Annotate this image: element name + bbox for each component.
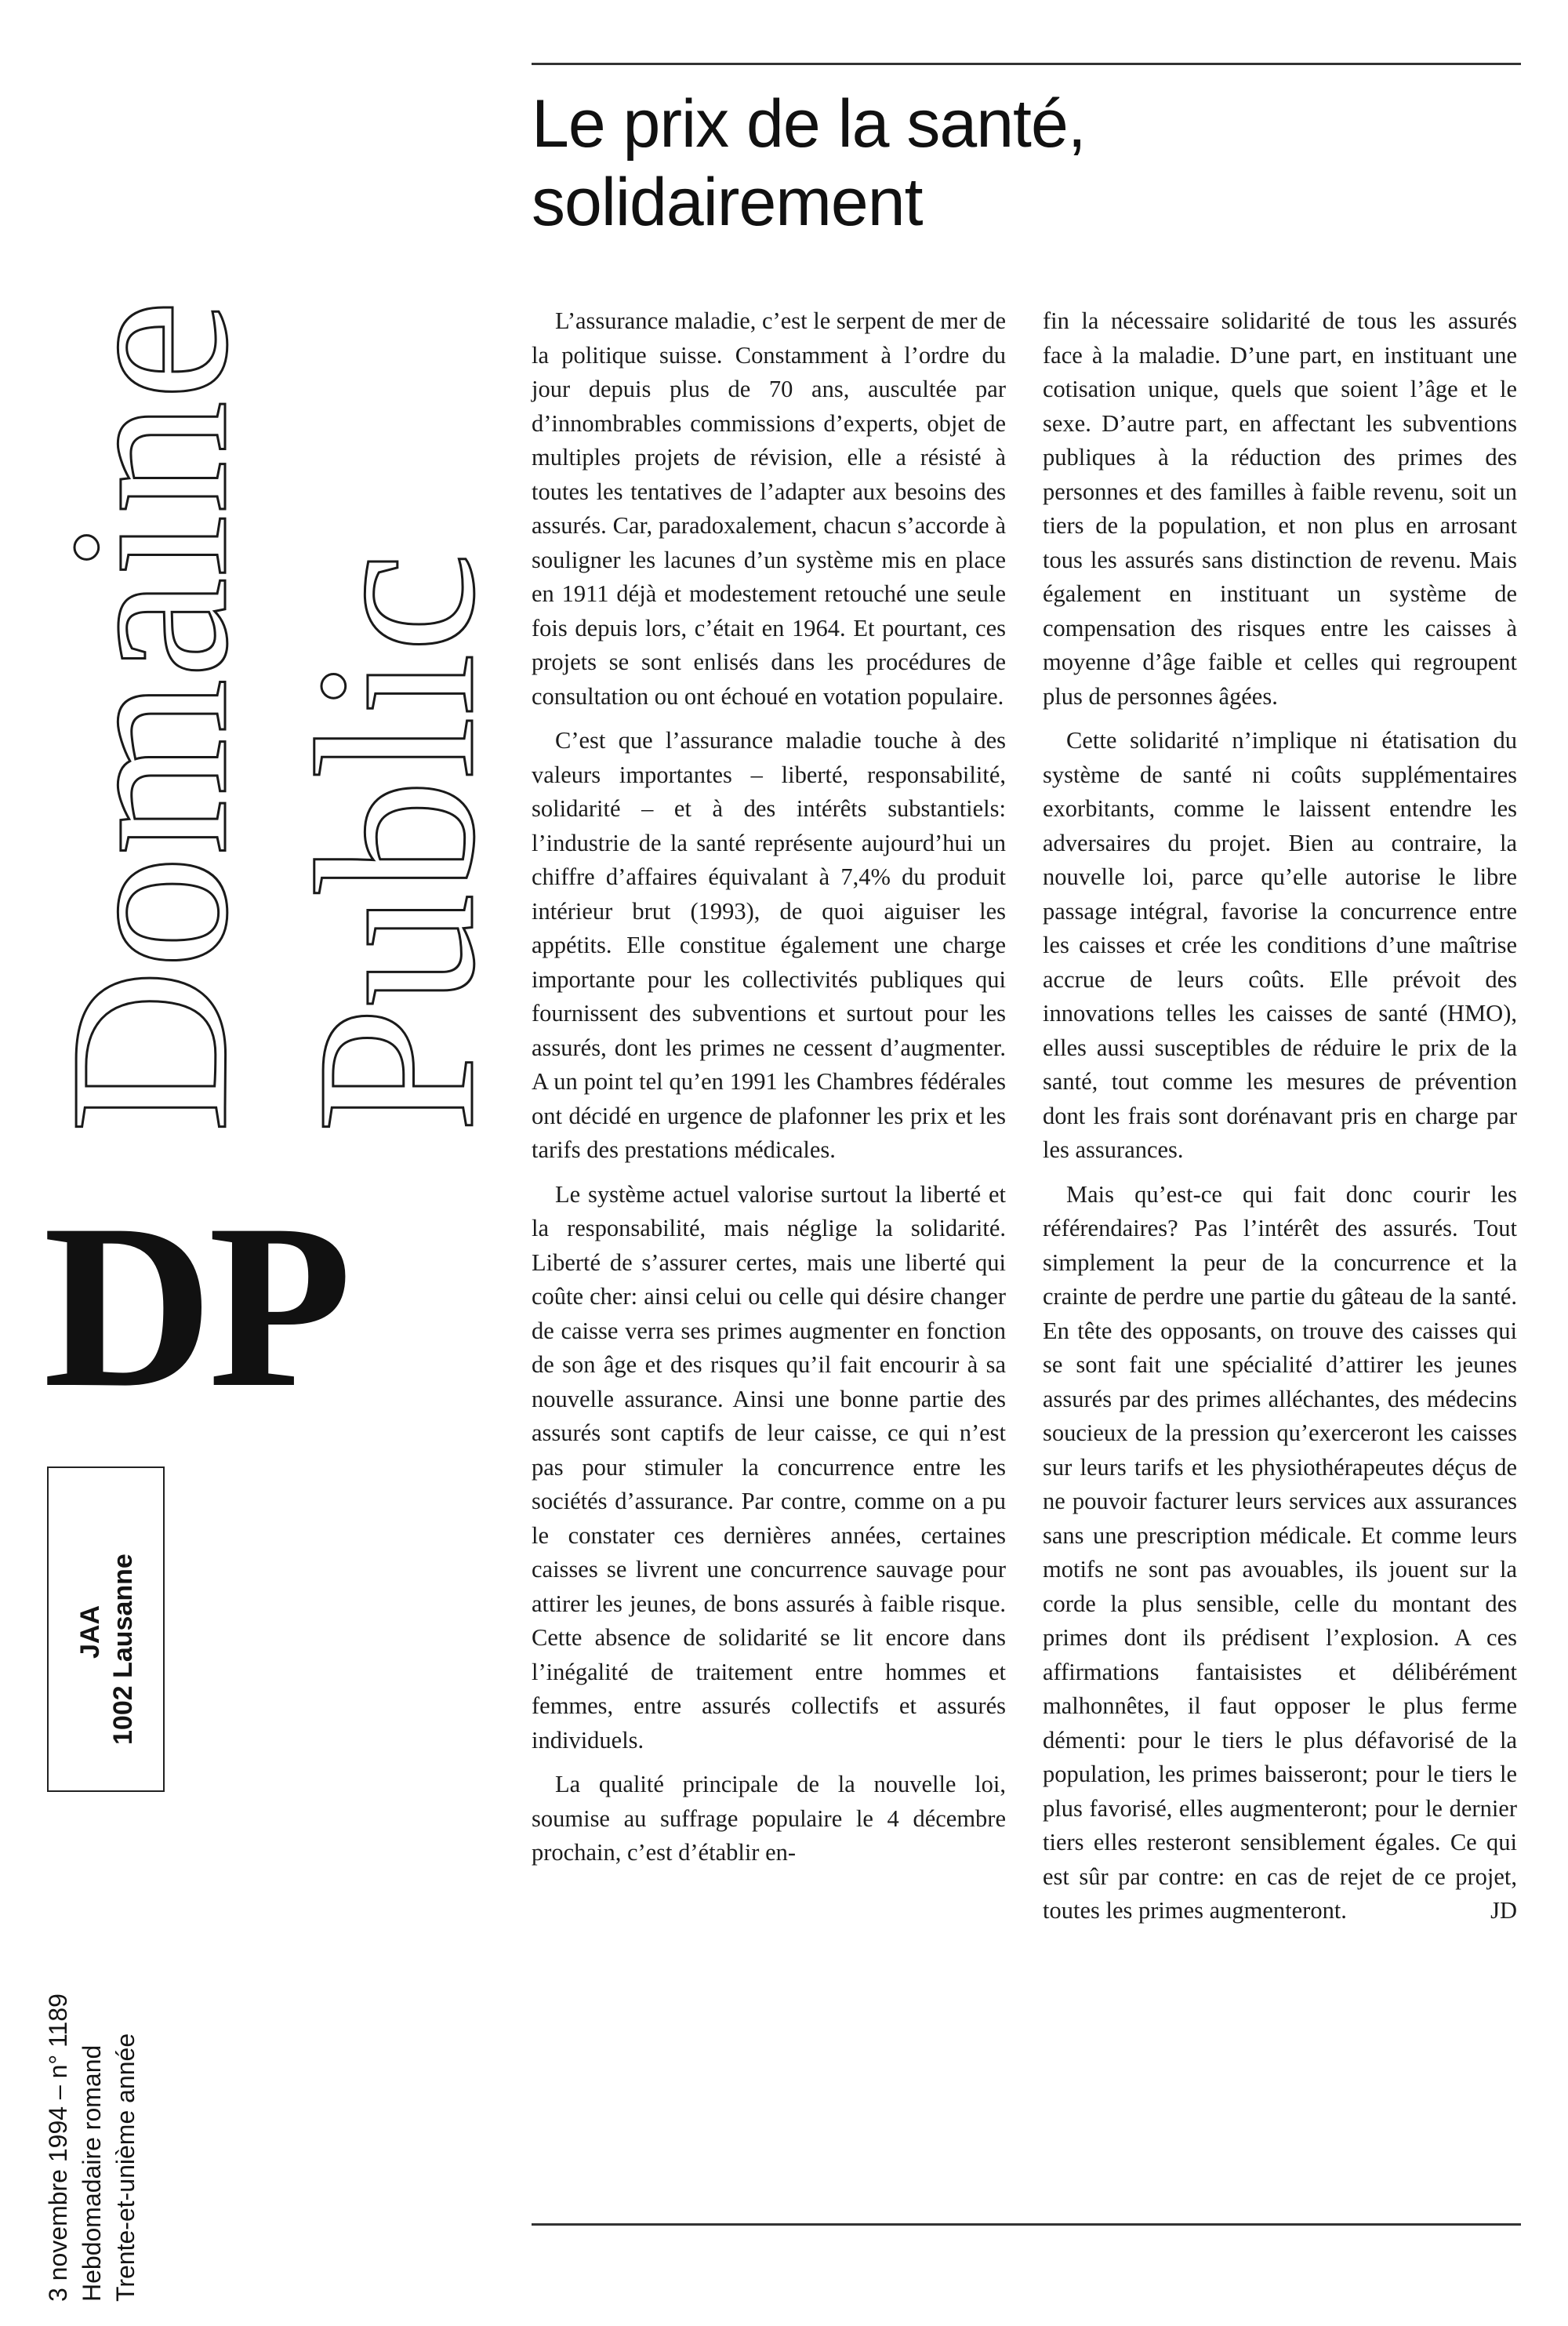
issue-date: 3 novembre 1994 – n° 1189 xyxy=(44,1993,72,2302)
mailing-box xyxy=(47,1466,165,1792)
article-paragraph: Cette solidarité n’implique ni étatisation du système de santé ni coûts supplémentaires exorbitants, comme le laissent entendre les adversaires du projet. Bien au contraire, la nouvelle loi, parce qu’elle autorise le libre passage intégral, favorise la concurrence entre les caisses et crée les conditions d’une maîtrise accrue de leurs coûts. Elle prévoit des innovations telles les caisses de santé (HMO), elles aussi susceptibles de réduire le prix de la santé, tout comme les mesures de prévention dont les frais sont dorénavant pris en charge par les assurances. xyxy=(1043,727,1517,1163)
article-paragraph-last xyxy=(1043,1178,1517,1928)
author-signature: JD xyxy=(1490,1897,1517,1924)
article-paragraph: L’assurance maladie, c’est le serpent de mer de la politique suisse. Constamment à l’ordre du jour depuis plus de 70 ans, auscultée par d’innombrables commissions d’experts, objet de multiples projets de révision, elle a résisté à toutes les tentatives de l’adapter aux besoins des assurés. Car, paradoxalement, chacun s’accorde à souligner les lacunes d’un système mis en place en 1911 déjà et modestement retouché une seule fois depuis lors, c’était en 1964. Et pourtant, ces projets se sont enlisés dans les procédures de consultation ou ont échoué en votation populaire. xyxy=(532,307,1006,710)
issue-frequency: Hebdomadaire romand xyxy=(78,2044,106,2302)
masthead-public: Public xyxy=(270,551,521,1133)
article-paragraph-text: Mais qu’est-ce qui fait donc courir les référendaires? Pas l’intérêt des assurés. Tout simplement la peur de la concurrence et la crainte de perdre une partie du gâteau de la santé. En tête des opposants, on trouve des caisses qui se sont fait une spécialité d’attirer les jeunes assurés par des primes alléchantes, des médecins soucieux de la pression qu’exerceront les caisses sur leurs tarifs et les physiothérapeutes déçus de ne pouvoir facturer leurs services aux assurances sans une prescription médicale. Et comme leurs motifs ne sont pas avouables, ils jouent sur la corde la plus sensible, celle du montant des primes dont ils prédisent l’explosion. A ces affirmations fantaisistes et délibérément malhonnêtes, il faut opposer le plus ferme démenti: pour le tiers le plus défavorisé de la population, les primes baisseront; pour le tiers le plus favorisé, elles augmenteront; pour le dernier tiers elles resteront sensiblement égales. Ce qui est sûr par contre: en cas de rejet de ce projet, toutes les primes augmenteront. xyxy=(1043,1180,1517,1924)
article-paragraph: fin la nécessaire solidarité de tous les assurés face à la maladie. D’une part, en instituant une cotisation unique, quels que soient l’âge et le sexe. D’autre part, en affectant les subventions publiques à la réduction des primes des personnes et des familles à faible revenu, soit un tiers de la population, et non plus en arrosant tous les assurés sans distinction de revenu. Mais également en instituant un système de compensation des risques entre les caisses à moyenne d’âge faible et celles qui regroupent plus de personnes âgées. xyxy=(1043,307,1517,710)
mailing-city: 1002 Lausanne xyxy=(108,1554,138,1745)
article-column-right xyxy=(1043,304,1517,1939)
title-line-2: solidairement xyxy=(532,165,923,240)
article-paragraph: La qualité principale de la nouvelle loi, soumise au suffrage populaire le 4 décembre prochain, c’est d’établir en- xyxy=(532,1771,1006,1866)
masthead-domaine: Domaine xyxy=(23,299,274,1133)
article-column-left xyxy=(532,304,1006,1881)
title-line-1: Le prix de la santé, xyxy=(532,86,1086,162)
masthead-initials: DP xyxy=(43,1176,347,1436)
top-rule xyxy=(532,63,1521,65)
issue-year: Trente-et-unième année xyxy=(111,2033,140,2302)
bottom-rule xyxy=(532,2223,1521,2226)
article-paragraph: C’est que l’assurance maladie touche à des valeurs importantes – liberté, responsabilité, solidarité – et à des intérêts substantiels: l’industrie de la santé représente aujourd’hui un chiffre d’affaires équivalant à 7,4% du produit intérieur brut (1993), de quoi aiguiser les appétits. Elle constitue également une charge importante pour les collectivités publiques qui fournissent des subventions et surtout pour les assurés, dont les primes ne cessent d’augmenter. A un point tel qu’en 1991 les Chambres fédérales ont décidé en urgence de plafonner les prix et les tarifs des prestations médicales. xyxy=(532,727,1006,1163)
article-title xyxy=(532,85,1512,242)
mailing-code: JAA xyxy=(75,1605,105,1659)
article-paragraph: Le système actuel valorise surtout la liberté et la responsabilité, mais néglige la solidarité. Liberté de s’assurer certes, mais une liberté qui coûte cher: ainsi celui ou celle qui désire changer de caisse verra ses primes augmenter en fonction de son âge et des risques qu’il fait encourir à sa nouvelle assurance. Ainsi une bonne partie des assurés sont captifs de leur caisse, ce qui n’est pas pour stimuler la concurrence entre les sociétés d’assurance. Par contre, comme on a pu le constater ces dernières années, certaines caisses se livrent une concurrence sauvage pour attirer les jeunes, de bons assurés à faible risque. Cette absence de solidarité se lit encore dans l’inégalité de traitement entre hommes et femmes, entre assurés collectifs et assurés individuels. xyxy=(532,1180,1006,1754)
